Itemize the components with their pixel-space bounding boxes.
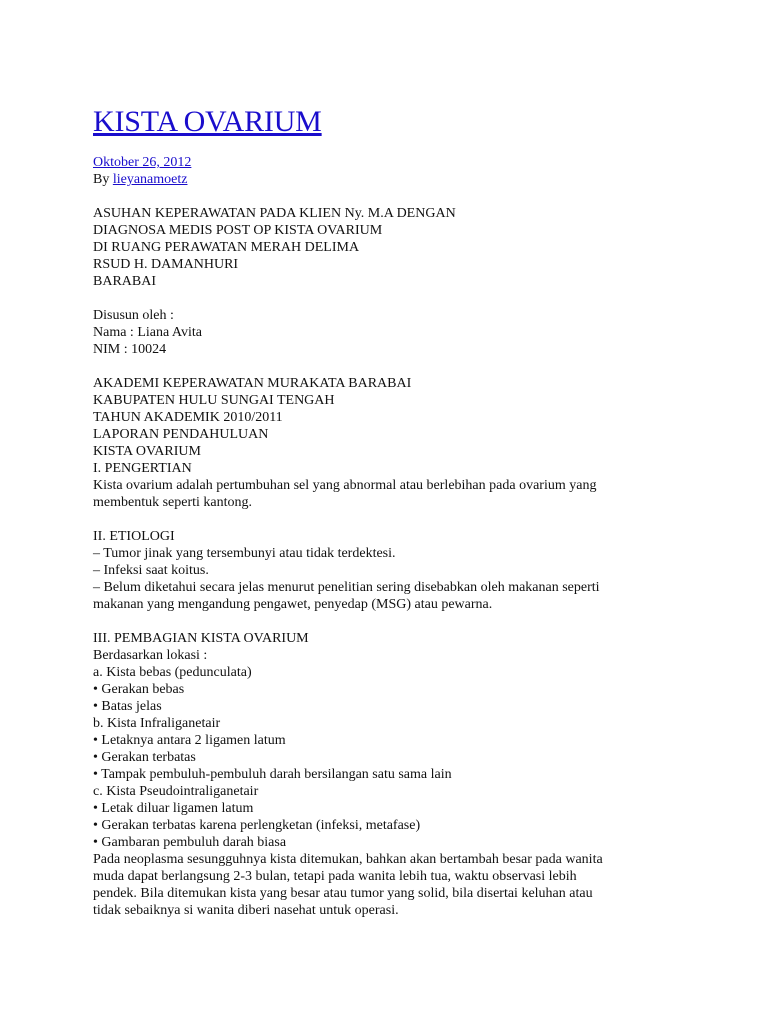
pembagian-line: • Tampak pembuluh-pembuluh darah bersilangan satu sama lain [93, 767, 452, 782]
spacer [93, 358, 693, 375]
institution-line: TAHUN AKADEMIK 2010/2011 [93, 410, 283, 425]
header-block [93, 205, 693, 290]
document-page [93, 104, 693, 919]
institution-line: AKADEMI KEPERAWATAN MURAKATA BARABAI [93, 376, 412, 391]
pembagian-line: • Gerakan terbatas [93, 750, 196, 765]
pengertian-text-line: Kista ovarium adalah pertumbuhan sel yang abnormal atau berlebihan pada ovarium yang [93, 478, 597, 493]
institution-block [93, 375, 693, 477]
post-date-link[interactable]: Oktober 26, 2012 [93, 155, 192, 170]
author-link[interactable]: lieyanamoetz [112, 172, 188, 187]
pembagian-line: pendek. Bila ditemukan kista yang besar atau tumor yang solid, bila disertai keluhan atau [93, 886, 593, 901]
header-line: DI RUANG PERAWATAN MERAH DELIMA [93, 240, 360, 255]
etiologi-line: – Belum diketahui secara jelas menurut penelitian sering disebabkan oleh makanan seperti [93, 580, 600, 595]
pengertian-text-line: membentuk seperti kantong. [93, 495, 253, 510]
spacer [93, 290, 693, 307]
title-link[interactable]: KISTA OVARIUM [93, 105, 322, 138]
spacer [93, 188, 693, 205]
pembagian-line: Berdasarkan lokasi : [93, 648, 208, 663]
pembagian-line: • Gambaran pembuluh darah biasa [93, 835, 287, 850]
etiologi-block [93, 528, 693, 613]
author-block [93, 307, 693, 358]
header-line: RSUD H. DAMANHURI [93, 257, 239, 272]
institution-line: LAPORAN PENDAHULUAN [93, 427, 269, 442]
pembagian-line: tidak sebaiknya si wanita diberi nasehat untuk operasi. [93, 903, 399, 918]
pembagian-line: muda dapat berlangsung 2-3 bulan, tetapi pada wanita lebih tua, waktu observasi lebih [93, 869, 577, 884]
spacer [93, 613, 693, 630]
post-date-row [93, 154, 693, 171]
spacer [93, 511, 693, 528]
institution-line: KISTA OVARIUM [93, 444, 201, 459]
pembagian-line: • Letak diluar ligamen latum [93, 801, 254, 816]
pembagian-line: b. Kista Infraliganetair [93, 716, 221, 731]
pembagian-line: c. Kista Pseudointraliganetair [93, 784, 259, 799]
etiologi-line: – Tumor jinak yang tersembunyi atau tidak terdektesi. [93, 546, 396, 561]
pembagian-block [93, 630, 693, 919]
pembagian-line: a. Kista bebas (pedunculata) [93, 665, 252, 680]
author-line: Nama : Liana Avita [93, 325, 202, 340]
pengertian-block [93, 477, 693, 511]
etiologi-line: makanan yang mengandung pengawet, penyedap (MSG) atau pewarna. [93, 597, 493, 612]
section-heading-etiologi: II. ETIOLOGI [93, 529, 175, 544]
institution-line: KABUPATEN HULU SUNGAI TENGAH [93, 393, 335, 408]
section-heading-pengertian: I. PENGERTIAN [93, 461, 192, 476]
pembagian-line: • Batas jelas [93, 699, 162, 714]
author-line: NIM : 10024 [93, 342, 167, 357]
header-line: DIAGNOSA MEDIS POST OP KISTA OVARIUM [93, 223, 383, 238]
pembagian-line: Pada neoplasma sesungguhnya kista ditemukan, bahkan akan bertambah besar pada wanita [93, 852, 603, 867]
post-author-row [93, 171, 693, 188]
pembagian-line: • Letaknya antara 2 ligamen latum [93, 733, 286, 748]
section-heading-pembagian: III. PEMBAGIAN KISTA OVARIUM [93, 631, 309, 646]
by-label: By [93, 172, 110, 187]
header-line: BARABAI [93, 274, 157, 289]
pembagian-line: • Gerakan terbatas karena perlengketan (infeksi, metafase) [93, 818, 421, 833]
post-meta [93, 154, 693, 188]
etiologi-line: – Infeksi saat koitus. [93, 563, 209, 578]
page-title [93, 104, 693, 140]
pembagian-line: • Gerakan bebas [93, 682, 185, 697]
header-line: ASUHAN KEPERAWATAN PADA KLIEN Ny. M.A DENGAN [93, 206, 456, 221]
author-line: Disusun oleh : [93, 308, 174, 323]
